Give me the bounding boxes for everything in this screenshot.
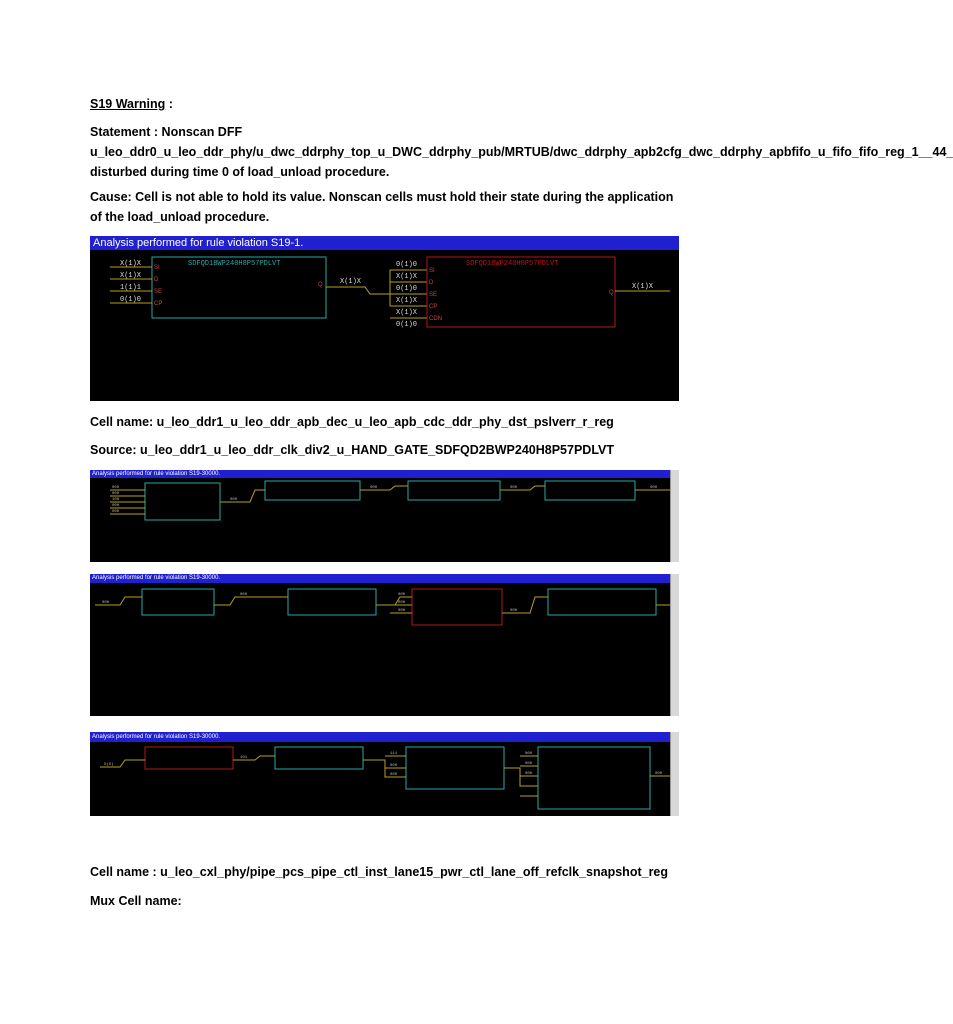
out-value: X(1)X — [632, 283, 654, 291]
svg-text:000: 000 — [230, 498, 238, 502]
svg-text:000: 000 — [510, 609, 518, 613]
svg-text:000: 000 — [102, 601, 110, 605]
cause-text: Cause: Cell is not able to hold its value. Nonscan cells must hold their state during the application of the load_unload procedure. — [90, 190, 674, 224]
right-input-1: 0(1)0 — [396, 261, 418, 269]
schematic-panel-2 — [90, 470, 679, 562]
mid-value: X(1)X — [340, 278, 362, 286]
schematic-panel-4 — [90, 732, 679, 816]
source-text: Source: u_leo_ddr1_u_leo_ddr_clk_div2_u_HAND_GATE_SDFQD2BWP240H8P57PDLVT — [90, 443, 615, 457]
svg-text:000: 000 — [398, 609, 406, 613]
svg-text:101: 101 — [240, 756, 248, 760]
panel-1-title: Analysis performed for rule violation S19-1. — [90, 236, 679, 250]
panel-2-scrollbar[interactable] — [670, 470, 679, 562]
right-input-2: X(1)X — [396, 273, 418, 281]
svg-text:000: 000 — [398, 593, 406, 597]
svg-text:000: 000 — [525, 752, 533, 756]
left-pin-si: SI — [154, 265, 160, 271]
left-pin-cp: CP — [154, 301, 163, 307]
svg-text:000: 000 — [240, 593, 248, 597]
right-pin-cp: CP — [429, 304, 438, 310]
left-input-2: X(1)X — [120, 272, 142, 280]
left-input-4: 0(1)0 — [120, 296, 142, 304]
svg-text:000: 000 — [112, 486, 120, 490]
left-pin-se: SE — [154, 289, 163, 295]
schematic-panel-1 — [90, 236, 679, 401]
right-input-3: 0(1)0 — [396, 285, 418, 293]
right-pin-si: SI — [429, 268, 435, 274]
right-input-5: X(1)X — [396, 309, 418, 317]
left-input-1: X(1)X — [120, 260, 142, 268]
right-input-6: 0(1)0 — [396, 321, 418, 329]
svg-text:100: 100 — [112, 498, 120, 502]
mux-cell-label: Mux Cell name: — [90, 894, 182, 908]
svg-text:000: 000 — [398, 601, 406, 605]
warning-title: S19 Warning — [90, 97, 166, 111]
svg-text:000: 000 — [525, 772, 533, 776]
svg-text:X(X): X(X) — [104, 763, 114, 767]
left-input-3: 1(1)1 — [120, 284, 142, 292]
svg-text:000: 000 — [112, 504, 120, 508]
svg-text:000: 000 — [370, 486, 378, 490]
svg-text:000: 000 — [510, 486, 518, 490]
panel-3-scrollbar[interactable] — [670, 574, 679, 716]
svg-text:000: 000 — [112, 492, 120, 496]
warning-heading — [90, 94, 685, 114]
right-input-4: X(1)X — [396, 297, 418, 305]
right-pin-se: SE — [429, 292, 438, 298]
schematic-panel-3 — [90, 574, 679, 716]
right-cell-name: SDFQD1BWP240H8P57PDLVT — [466, 260, 559, 268]
panel-4-title: Analysis performed for rule violation S19-30000. — [90, 732, 679, 742]
svg-text:000: 000 — [525, 762, 533, 766]
left-pin-d: D — [154, 277, 159, 283]
panel-4-schematic — [90, 742, 679, 816]
cell-name-2: Cell name : u_leo_cxl_phy/pipe_pcs_pipe_ctl_inst_lane15_pwr_ctl_lane_off_refclk_snapshot_reg — [90, 865, 669, 879]
panel-1-schematic — [90, 250, 679, 401]
right-pin-cdn: CDN — [429, 316, 442, 322]
svg-text:000: 000 — [390, 773, 398, 777]
svg-text:000: 000 — [655, 772, 663, 776]
svg-text:000: 000 — [650, 486, 658, 490]
statement-text: Statement : Nonscan DFF u_leo_ddr0_u_leo_ddr_phy/u_dwc_ddrphy_top_u_DWC_ddrphy_pub/MRTUB/dwc_ddrphy_apb2cfg_dwc_ddrphy_apbfifo_u_fifo_fifo_reg_1__44_ disturbed during time 0 of load_unload procedure. — [90, 125, 953, 179]
svg-text:000: 000 — [112, 510, 120, 514]
cell-name-1: Cell name: u_leo_ddr1_u_leo_ddr_apb_dec_u_leo_apb_cdc_ddr_phy_dst_pslverr_r_reg — [90, 415, 614, 429]
panel-3-schematic — [90, 583, 679, 716]
panel-2-title: Analysis performed for rule violation S19-30000. — [90, 470, 679, 478]
panel-3-title: Analysis performed for rule violation S19-30000. — [90, 574, 679, 583]
svg-text:111: 111 — [390, 752, 398, 756]
svg-text:000: 000 — [390, 764, 398, 768]
panel-4-scrollbar[interactable] — [670, 732, 679, 816]
right-q-label: Q — [609, 290, 614, 296]
panel-2-schematic — [90, 478, 679, 562]
right-pin-d: D — [429, 280, 434, 286]
warning-colon: : — [168, 97, 173, 111]
left-q-label: Q — [318, 282, 323, 288]
left-cell-name: SDFQD1BWP240H8P57PDLVT — [188, 260, 281, 268]
